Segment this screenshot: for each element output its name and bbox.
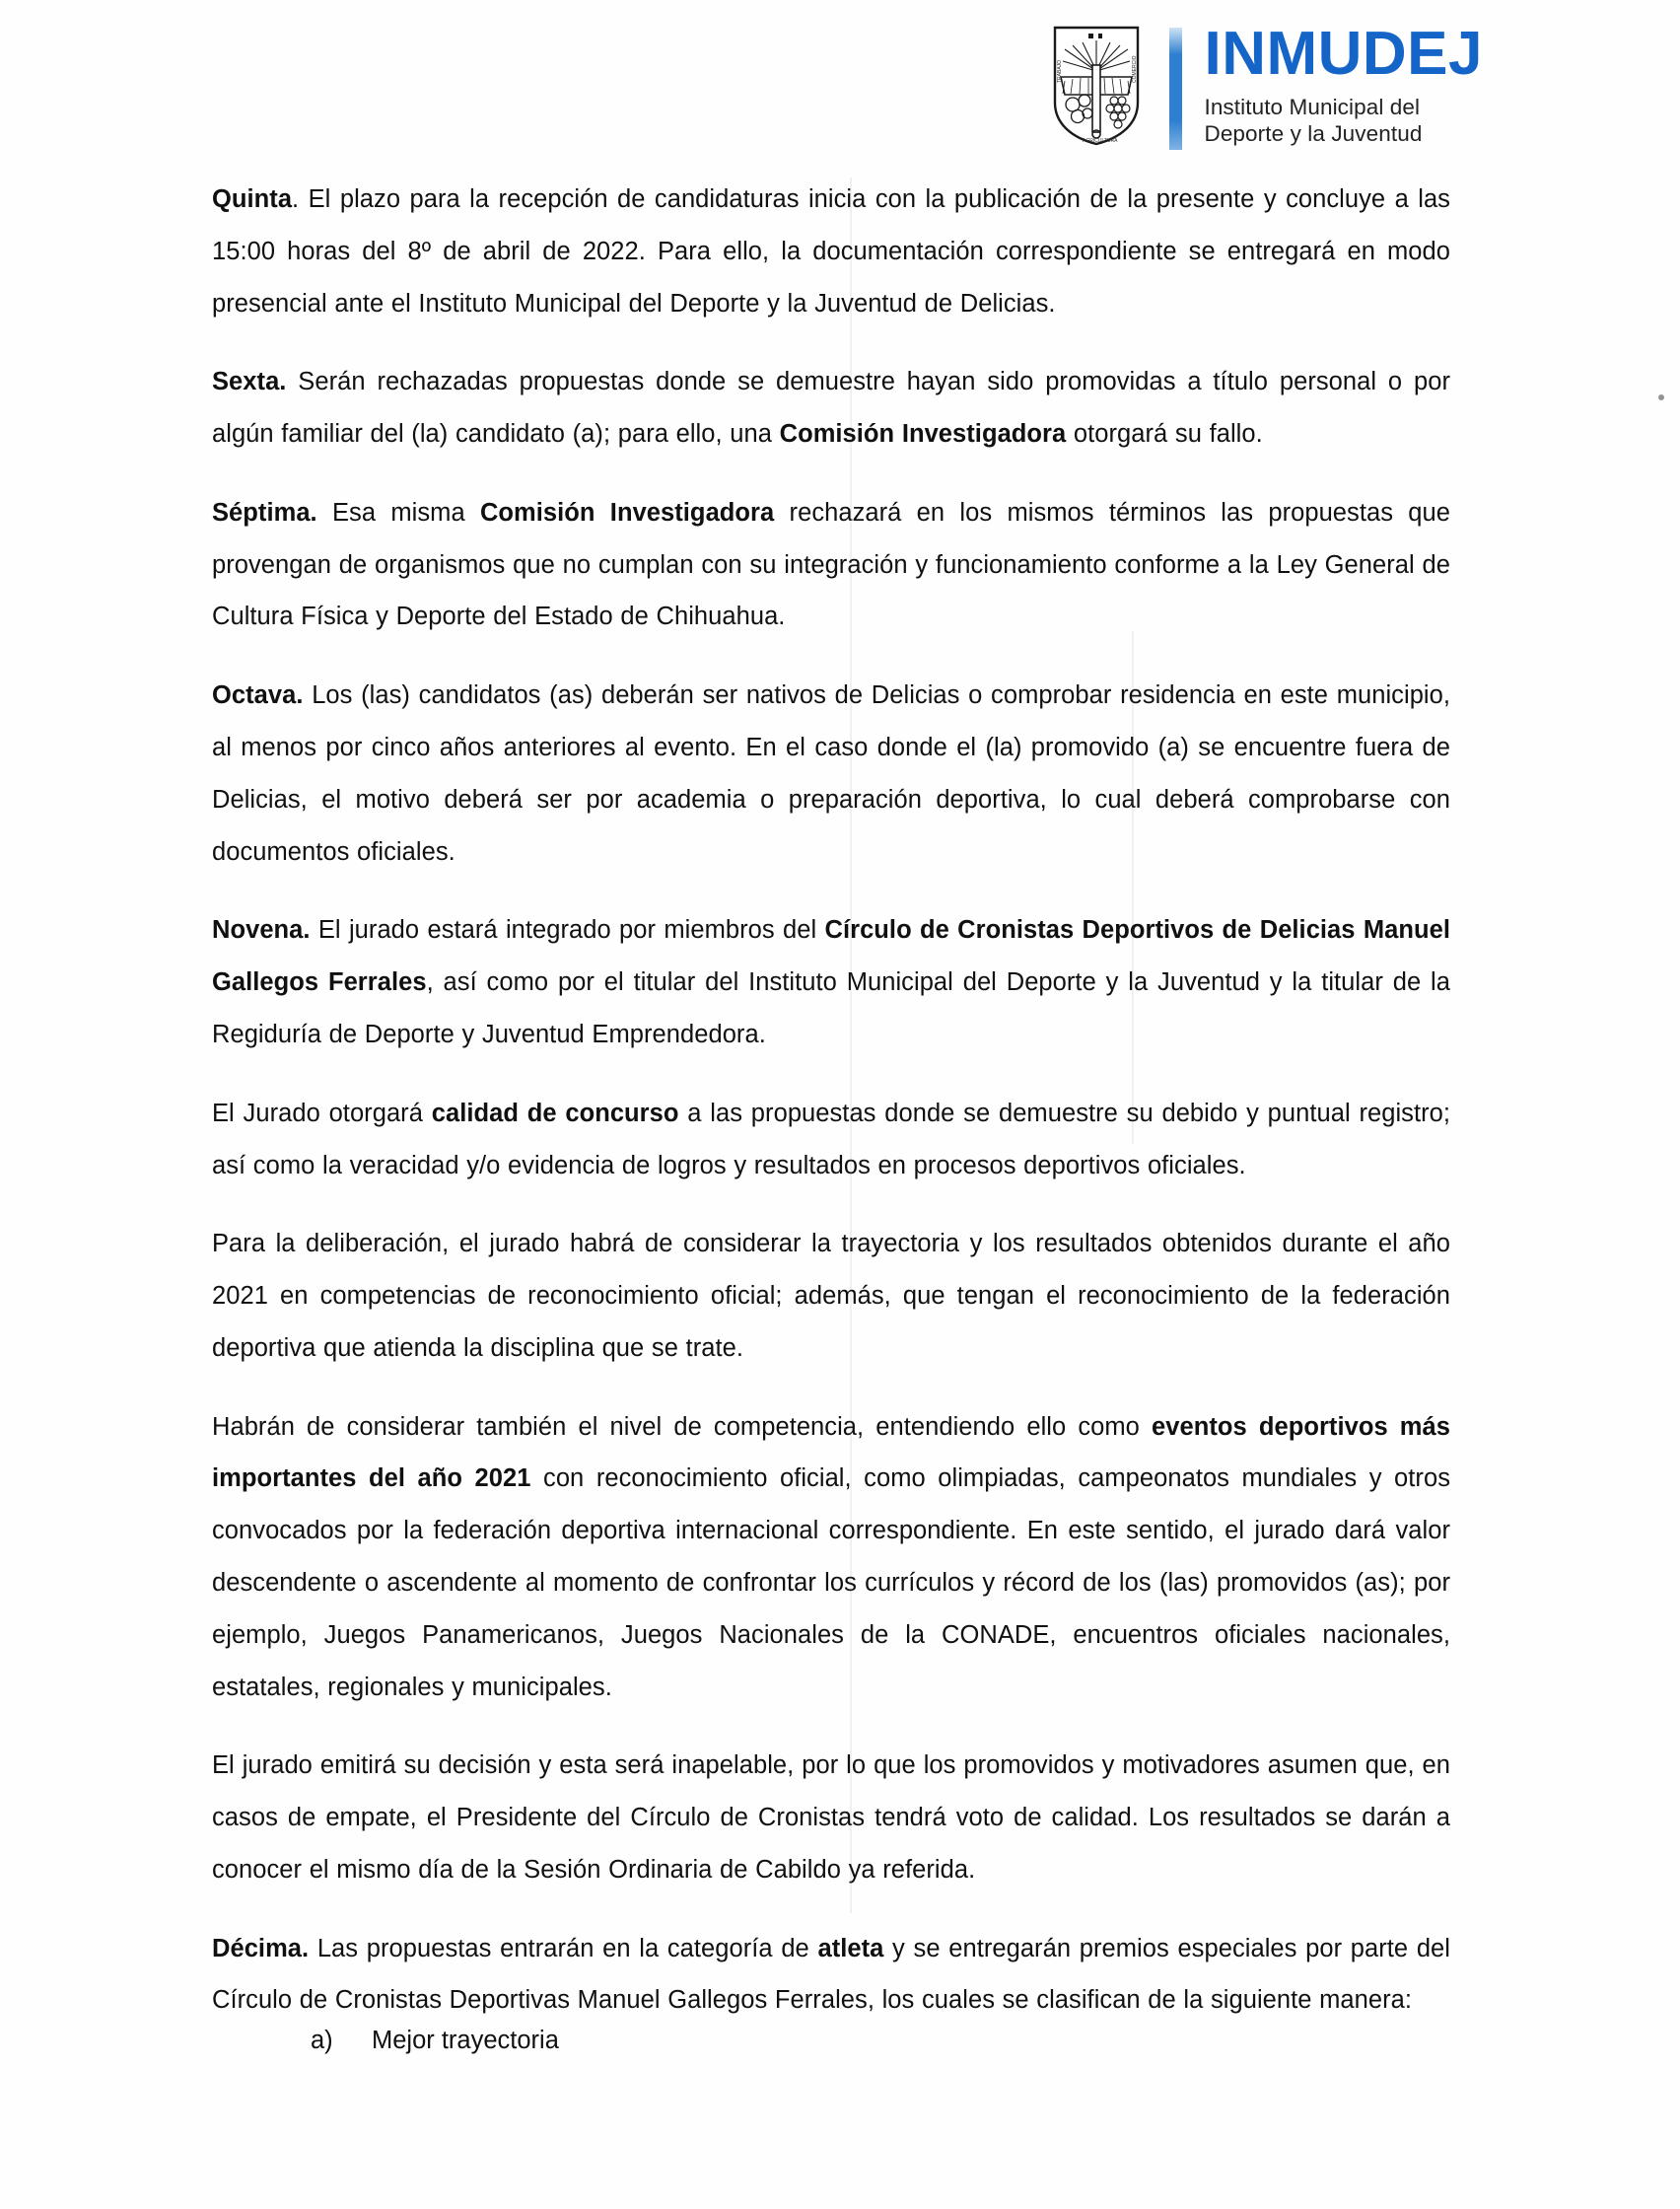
paragraph-text: rechazará en los mismos términos las propuestas que provengan de organismos que no cumplan con su integración y funcionamiento conforme a la Ley General de Cultura Física y Deporte del Estado de Chihuahua.	[212, 498, 1450, 631]
logo-subtitle-line2: Deporte y la Juventud	[1204, 121, 1423, 147]
document-header	[1045, 22, 1483, 150]
scan-speck	[1658, 394, 1664, 400]
paragraph-text: , así como por el titular del Instituto Municipal del Deporte y la Juventud y la titular de la Regiduría de Deporte y Juventud Emprendedora.	[212, 968, 1450, 1048]
paragraph-list	[212, 174, 1450, 2027]
paragraph-emphasis: Comisión Investigadora	[479, 498, 775, 527]
paragraph-text: Las propuestas entrarán en la categoría de	[316, 1934, 818, 1962]
paragraph-text: Serán rechazadas propuestas donde se demuestre hayan sido promovidas a título personal o por algún familiar del (la) candidato (a); para ello, una	[212, 368, 1451, 449]
svg-text:AGRICULTURA: AGRICULTURA	[1083, 138, 1118, 144]
paragraph-septima	[212, 487, 1450, 643]
list-item-label: Mejor trayectoria	[372, 2027, 559, 2055]
paragraph-nivel-competencia	[212, 1401, 1450, 1714]
paragraph-text: El Jurado otorgará	[212, 1099, 432, 1127]
blue-vertical-bar-icon	[1169, 28, 1182, 150]
paragraph-emphasis: eventos deportivos más importantes del año 2021	[212, 1412, 1450, 1493]
paragraph-text: Esa misma	[331, 498, 480, 527]
paragraph-jurado-calidad	[212, 1088, 1450, 1192]
paragraph-octava	[212, 670, 1450, 878]
paragraph-text: El jurado emitirá su decisión y esta será inapelable, por lo que los promovidos y motivadores asumen que, en casos de empate, el Presidente del Círculo de Cronistas tendrá voto de calidad. Los resultados se darán a conocer el mismo día de la Sesión Ordinaria de Cabildo ya referida.	[212, 1751, 1450, 1884]
paragraph-text: con reconocimiento oficial, como olimpiadas, campeonatos mundiales y otros convocados por la federación deportiva internacional correspondiente. En este sentido, el jurado dará valor descendente o ascendente al momento de confrontar los currículos y récord de los (las) promovidos (as); por ejemplo, Juegos Panamericanos, Juegos Nacionales de la CONADE, encuentros oficiales nacionales, estatales, regionales y municipales.	[212, 1464, 1450, 1701]
svg-text:COMERCIO: COMERCIO	[1132, 55, 1139, 83]
paragraph-novena	[212, 904, 1450, 1060]
paragraph-text: Los (las) candidatos (as) deberán ser nativos de Delicias o comprobar residencia en este municipio, al menos por cinco años anteriores al evento. En el caso donde el (la) promovido (a) se encuentre fuera de Delicias, el motivo deberá ser por academia o preparación deportiva, lo cual deberá comprobarse con documentos oficiales.	[212, 681, 1451, 866]
paragraph-lead: Décima.	[212, 1934, 310, 1962]
paragraph-lead: Octava.	[212, 681, 304, 710]
paragraph-text: a las propuestas donde se demuestre su debido y puntual registro; así como la veracidad y/o evidencia de logros y resultados en procesos deportivos oficiales.	[212, 1099, 1451, 1179]
list-item-marker: a)	[311, 2027, 333, 2055]
paragraph-lead: Novena.	[212, 916, 311, 945]
paragraph-text: El plazo para la recepción de candidaturas inicia con la publicación de la presente y concluye a las 15:00 horas del 8º de abril de 2022. Para ello, la documentación correspondiente se entregará en modo presencial ante el Instituto Municipal del Deporte y la Juventud de Delicias.	[212, 185, 1450, 318]
paragraph-emphasis: calidad de concurso	[431, 1099, 679, 1127]
paragraph-quinta: Quinta. El plazo para la recepción de candidaturas inicia con la publicación de la presente y concluye a las 15:00 horas del 8º de abril de 2022. Para ello, la documentación correspondiente se entregará en modo presencial ante el Instituto Municipal del Deporte y la Juventud de Delicias.	[212, 185, 1450, 318]
paragraph-emphasis: Círculo de Cronistas Deportivos de Delicias Manuel Gallegos Ferrales	[212, 916, 1450, 997]
paragraph-decision-inapelable	[212, 1740, 1450, 1895]
paragraph-lead: Quinta	[212, 185, 293, 213]
logo-textblock	[1204, 22, 1483, 148]
paragraph-sexta	[212, 356, 1450, 461]
paragraph-text: El jurado estará integrado por miembros del	[317, 916, 825, 945]
svg-text:TRABAJO: TRABAJO	[1057, 59, 1064, 83]
paragraph-text: Habrán de considerar también el nivel de competencia, entendiendo ello como	[212, 1412, 1153, 1441]
paragraph-text: otorgará su fallo.	[1066, 420, 1263, 449]
paragraph-emphasis: atleta	[817, 1934, 884, 1962]
document-body	[212, 174, 1450, 2067]
paragraph-emphasis: Comisión Investigadora	[779, 420, 1067, 449]
logo-title: INMUDEJ	[1204, 20, 1483, 88]
logo-subtitle	[1204, 94, 1483, 148]
paragraph-decima	[212, 1923, 1450, 2028]
scan-fold-line	[1132, 631, 1134, 1144]
paragraph-text: Para la deliberación, el jurado habrá de considerar la trayectoria y los resultados obtenidos durante el año 2021 en competencias de reconocimiento oficial; además, que tengan el reconocimiento de la federación deportiva que atienda la disciplina que se trate.	[212, 1230, 1450, 1362]
logo-subtitle-line1: Instituto Municipal del	[1204, 95, 1421, 119]
paragraph-lead: Sexta.	[212, 368, 287, 396]
scan-fold-line	[850, 178, 852, 1913]
paragraph-text: y se entregarán premios especiales por parte del Círculo de Cronistas Deportivas Manuel Gallegos Ferrales, los cuales se clasifican de la siguiente manera:	[212, 1934, 1450, 2015]
paragraph-deliberacion	[212, 1218, 1450, 1374]
delicias-coat-of-arms-shield-icon	[1045, 22, 1148, 148]
paragraph-lead: Séptima.	[212, 498, 317, 527]
